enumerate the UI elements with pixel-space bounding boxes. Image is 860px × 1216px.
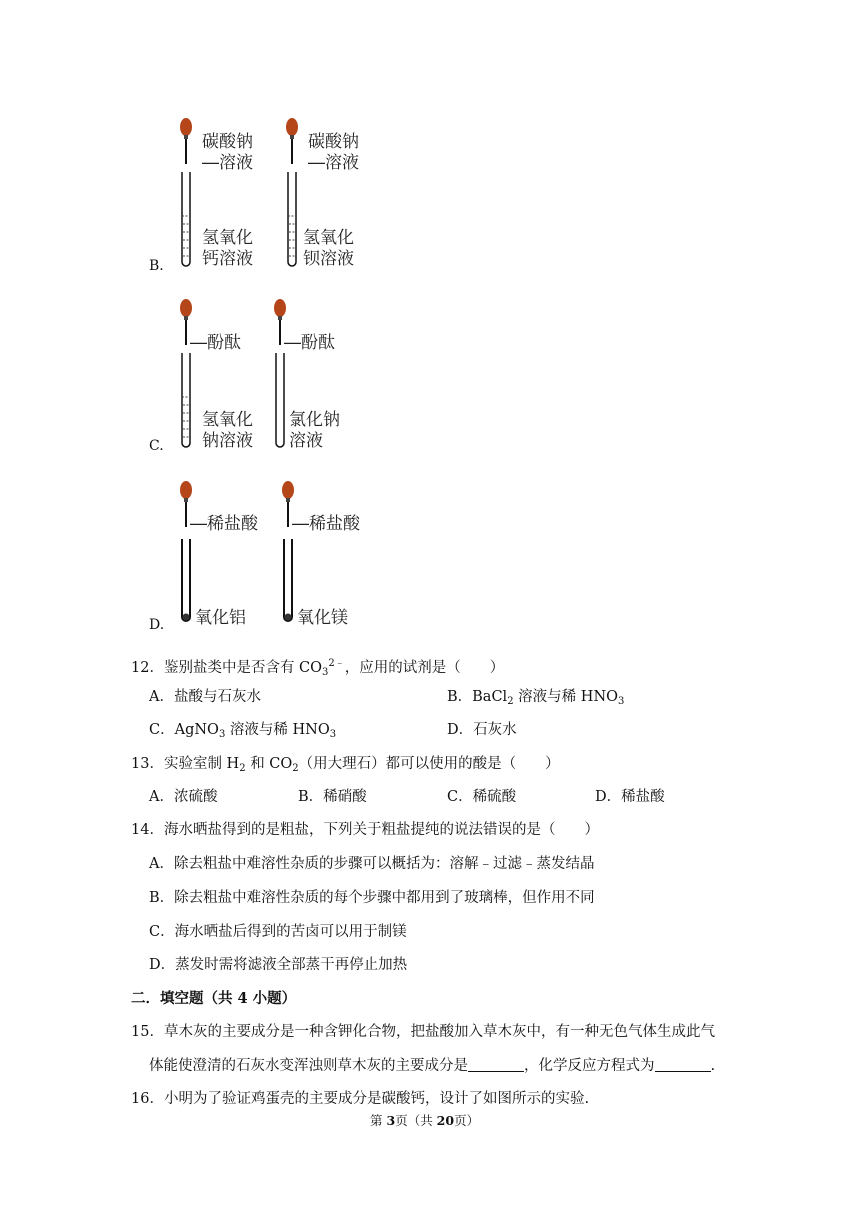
option-d: D．蒸发时需将滤液全部蒸干再停止加热 [149,957,408,973]
option-a: A．除去粗盐中难溶性杂质的步骤可以概括为：溶解﹣过滤﹣蒸发结晶 [149,856,595,872]
question-stem: 12．鉴别盐类中是否含有 $CO_3^{2﹣}$，应用的试剂是（ ） [131,658,505,678]
dropper-label: ―稀盐酸 [190,514,258,534]
option-b: B．BaCl$_2$ 溶液与稀 $HNO_3$ [447,689,625,707]
dropper-label: 碳酸钠 ―溶液 [308,132,359,173]
dropper-label: ―稀盐酸 [292,514,360,534]
question-stem: 13．实验室制 $H_2$ 和 $CO_2$（用大理石）都可以使用的酸是（ ） [131,756,560,774]
dropper-label: ―酚酞 [190,333,241,353]
option-d-letter: D. [149,617,165,633]
option-a: A．盐酸与石灰水 [149,689,261,705]
section-heading: 二．填空题（共 4 小题） [131,990,297,1007]
option-c: C．AgNO$_3$ 溶液与稀 $HNO_3$ [149,722,337,740]
option-d: D．稀盐酸 [595,789,665,805]
tube-label: 氢氧化 钙溶液 [202,228,253,269]
option-c: C．海水晒盐后得到的苦卤可以用于制镁 [149,924,407,940]
option-b-letter: B. [149,258,164,274]
dropper-label: ―酚酞 [284,333,335,353]
page-footer: 第 3页（共 20页） [370,1113,480,1128]
option-d: D．石灰水 [447,722,517,738]
option-b: B．除去粗盐中难溶性杂质的每个步骤中都用到了玻璃棒，但作用不同 [149,890,595,906]
question-stem-line-1: 15．草木灰的主要成分是一种含钾化合物，把盐酸加入草木灰中，有一种无色气体生成此气 [131,1024,715,1040]
tube-label: 氧化铝 [195,608,246,628]
question-16-stem: 16．小明为了验证鸡蛋壳的主要成分是碳酸钙，设计了如图所示的实验. [131,1091,590,1107]
tube-label: 氧化镁 [297,608,348,628]
tube-label: 氢氧化 钠溶液 [202,410,253,451]
tube-label: 氯化钠 溶液 [289,410,340,451]
dropper-label: 碳酸钠 ―溶液 [202,132,253,173]
question-stem: 14．海水晒盐得到的是粗盐，下列关于粗盐提纯的说法错误的是（ ） [131,822,599,838]
answer-blank[interactable] [468,1057,524,1072]
answer-blank[interactable] [655,1057,711,1072]
tube-label: 氢氧化 钡溶液 [303,228,354,269]
option-b: B．稀硝酸 [298,789,367,805]
question-stem-line-2: 体能使澄清的石灰水变浑浊则草木灰的主要成分是 ，化学反应方程式为 . [149,1058,716,1074]
option-a: A．浓硫酸 [149,789,218,805]
option-c-letter: C. [149,438,164,454]
option-c: C．稀硫酸 [447,789,517,805]
